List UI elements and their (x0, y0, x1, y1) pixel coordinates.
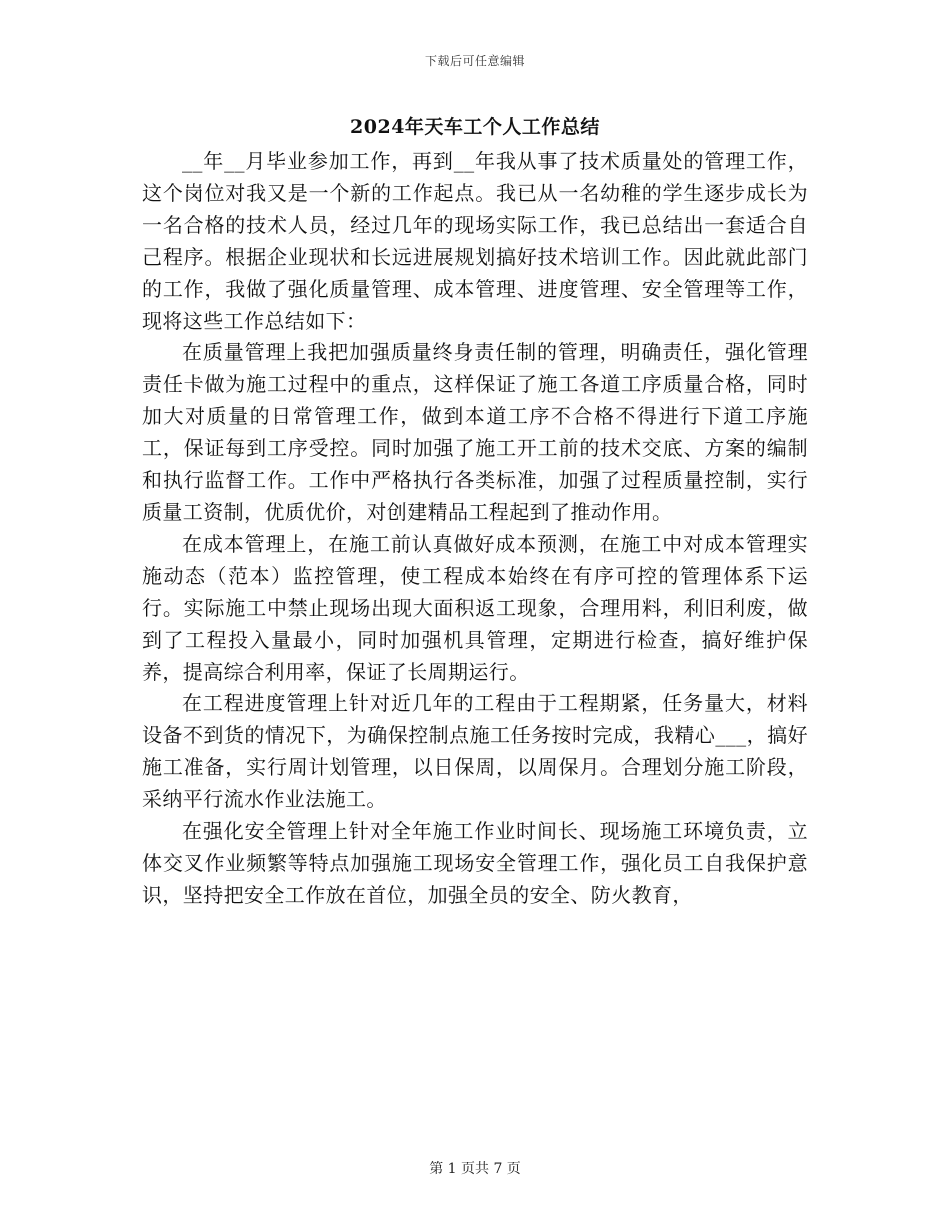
page-number-footer: 第 1 页共 7 页 (429, 1161, 521, 1177)
paragraph-cost-management: 在成本管理上，在施工前认真做好成本预测，在施工中对成本管理实施动态（范本）监控管理，使工程成本始终在有序可控的管理体系下运行。实际施工中禁止现场出现大面积返工现象，合理用料，利旧利废，做到了工程投入量最小，同时加强机具管理，定期进行检查，搞好维护保养，提高综合利用率，保证了长周期运行。 (142, 531, 808, 684)
page-header-note: 下载后可任意编辑 (424, 54, 525, 68)
paragraph-safety-management: 在强化安全管理上针对全年施工作业时间长、现场施工环境负责，立体交叉作业频繁等特点加强施工现场安全管理工作，强化员工自我保护意识，坚持把安全工作放在首位，加强全员的安全、防火教育， (142, 819, 808, 907)
paragraph-intro: __年__月毕业参加工作，再到__年我从事了技术质量处的管理工作，这个岗位对我又是一个新的工作起点。我已从一名幼稚的学生逐步成长为一名合格的技术人员，经过几年的现场实际工作，我已总结出一套适合自己程序。根据企业现状和长远进展规划搞好技术培训工作。因此就此部门的工作，我做了强化质量管理、成本管理、进度管理、安全管理等工作，现将这些工作总结如下： (142, 149, 808, 333)
document-body (142, 146, 808, 912)
paragraph-progress-management: 在工程进度管理上针对近几年的工程由于工程期紧，任务量大，材料设备不到货的情况下，为确保控制点施工任务按时完成，我精心___，搞好施工准备，实行周计划管理，以日保周，以周保月。合理划分施工阶段，采纳平行流水作业法施工。 (142, 691, 808, 812)
paragraph-quality-management: 在质量管理上我把加强质量终身责任制的管理，明确责任，强化管理责任卡做为施工过程中的重点，这样保证了施工各道工序质量合格，同时加大对质量的日常管理工作，做到本道工序不合格不得进行下道工序施工，保证每到工序受控。同时加强了施工开工前的技术交底、方案的编制和执行监督工作。工作中严格执行各类标准，加强了过程质量控制，实行质量工资制，优质优价，对创建精品工程起到了推动作用。 (142, 340, 808, 524)
document-title: 2024年天车工个人工作总结 (350, 116, 600, 138)
